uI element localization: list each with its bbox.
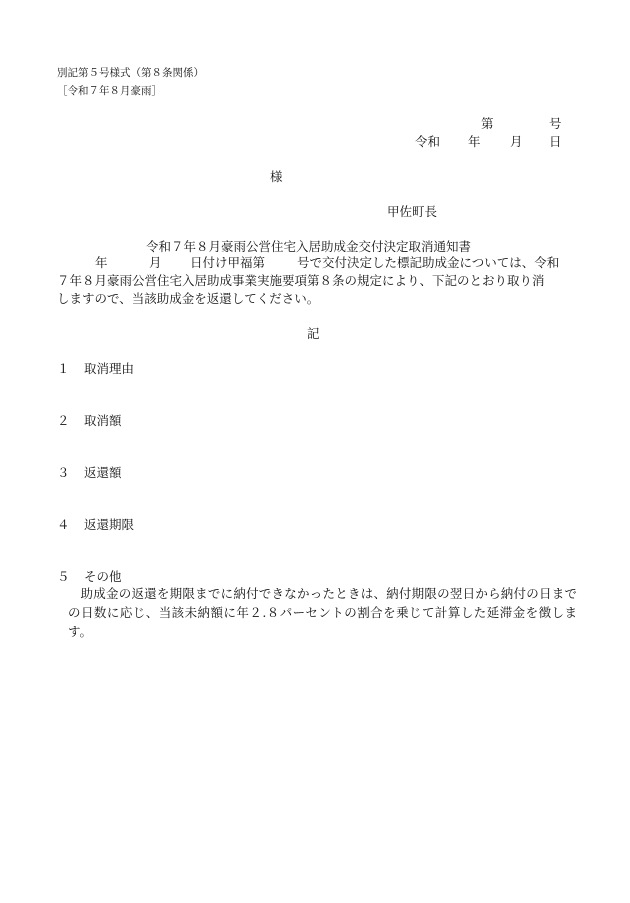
intro-ref: 日付け甲福第 — [190, 255, 266, 270]
item-2-num: ２ — [57, 413, 70, 428]
intro-year: 年 — [95, 255, 108, 270]
document-title: 令和７年８月豪雨公営住宅入居助成金交付決定取消通知書 — [146, 239, 472, 254]
date-day: 日 — [549, 134, 562, 149]
intro-month: 月 — [149, 255, 162, 270]
item-3-label: 返還額 — [84, 465, 122, 480]
number-gou: 号 — [549, 116, 562, 131]
sender-name: 甲佐町長 — [387, 204, 438, 219]
item-4-label: 返還期限 — [84, 517, 135, 532]
item-4-num: ４ — [57, 517, 70, 532]
item-2-label: 取消額 — [84, 413, 122, 428]
item-3-num: ３ — [57, 465, 70, 480]
date-year: 年 — [468, 134, 481, 149]
late-fee-note: 助成金の返還を期限までに納付できなかったときは、納付期限の翌日から納付の日までの日数に応じ、当該未納額に年２.８パーセントの割合を乗じて計算した延滞金を徴します。 — [68, 586, 577, 639]
number-dai: 第 — [481, 116, 494, 131]
item-5-num: ５ — [57, 569, 70, 584]
intro-line3: しますので、当該助成金を返還してください。 — [57, 291, 320, 306]
intro-line2: ７年８月豪雨公営住宅入居助成事業実施要項第８条の規定により、下記のとおり取り消 — [57, 273, 545, 288]
item-1-num: １ — [57, 361, 70, 376]
event-label: ［令和７年８月豪雨］ — [57, 85, 162, 97]
item-5-label: その他 — [84, 569, 122, 584]
intro-gou: 号で交付決定した標記助成金については、令和 — [297, 255, 560, 270]
item-1-label: 取消理由 — [84, 361, 135, 376]
date-era: 令和 — [415, 134, 441, 149]
form-label: 別記第５号様式（第８条関係） — [57, 67, 204, 79]
addressee-sama: 様 — [270, 169, 283, 184]
date-month: 月 — [510, 134, 523, 149]
ki-heading: 記 — [307, 326, 320, 341]
